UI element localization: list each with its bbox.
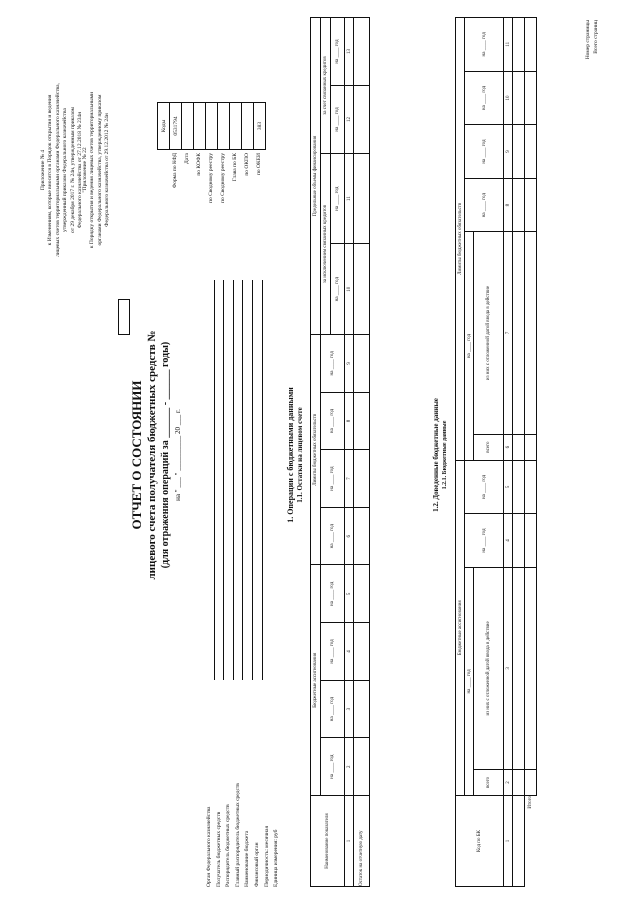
code-label: по ОКПО bbox=[244, 153, 250, 176]
data-cell[interactable] bbox=[513, 232, 525, 434]
kbk-cell[interactable] bbox=[513, 796, 525, 887]
balance-cell[interactable] bbox=[354, 623, 370, 681]
funding-excl-credits: за исключением связанных кредитов bbox=[321, 153, 331, 334]
data-cell[interactable] bbox=[513, 514, 525, 568]
year-cell: на ____ год bbox=[331, 244, 345, 335]
year-cell: на ____ год bbox=[321, 623, 345, 681]
year-cell: на ____ год bbox=[465, 232, 474, 460]
year-cell: на ____ год bbox=[321, 335, 345, 393]
total-cell[interactable] bbox=[525, 769, 537, 795]
requisite-label: Распорядитель бюджетных средств bbox=[225, 804, 232, 887]
appendix-line: к Изменениям, которые вносятся в Порядок открытия и ведения bbox=[47, 94, 54, 246]
col-number: 2 bbox=[504, 769, 513, 795]
col-number: 1 bbox=[345, 796, 354, 887]
total-col: всего bbox=[474, 434, 504, 460]
fill-line[interactable] bbox=[224, 280, 234, 680]
total-row-label: Итого bbox=[528, 796, 534, 809]
year-cell: на ____ год bbox=[465, 514, 504, 568]
report-date-line: на " ___ " __________ 20 ___ г. bbox=[174, 409, 182, 501]
year-cell: на ____ год bbox=[321, 680, 345, 738]
appendix-line: органами Федерального казначейства, утвержденному приказом bbox=[96, 94, 103, 246]
total-pages-label: Всего страниц bbox=[592, 20, 599, 54]
balance-cell[interactable] bbox=[354, 565, 370, 623]
codes-header: Коды bbox=[158, 103, 170, 150]
data-cell[interactable] bbox=[513, 434, 525, 460]
appendix-line: "Приложение № 22 bbox=[82, 147, 88, 193]
fill-line[interactable] bbox=[215, 280, 225, 680]
year-cell: на ____ год bbox=[321, 450, 345, 508]
appendix-line: утвержденный приказом Федерального казначейства bbox=[62, 108, 69, 232]
report-period: (для отражения операций за ______ - ______ годы) bbox=[160, 341, 171, 569]
total-col: всего bbox=[474, 769, 504, 795]
appendix-note-22 bbox=[82, 20, 112, 320]
year-cell: на ____ год bbox=[321, 392, 345, 450]
account-number-box[interactable] bbox=[118, 299, 130, 335]
balance-cell[interactable] bbox=[354, 680, 370, 738]
balances-table bbox=[310, 17, 370, 887]
data-cell[interactable] bbox=[513, 18, 525, 72]
balance-cell[interactable] bbox=[354, 86, 370, 154]
year-cell: на ____ год bbox=[465, 460, 504, 514]
col-number: 11 bbox=[345, 153, 354, 244]
total-cell[interactable] bbox=[525, 460, 537, 514]
data-cell[interactable] bbox=[513, 71, 525, 125]
code-label: по ОКЕИ bbox=[256, 153, 262, 176]
section-1-title: 1. Операции с бюджетными данными bbox=[286, 387, 295, 523]
year-cell: на ____ год bbox=[321, 738, 345, 796]
requisite-label: Периодичность: месячная bbox=[263, 825, 270, 887]
col-number: 8 bbox=[345, 392, 354, 450]
fill-line[interactable] bbox=[234, 280, 244, 680]
col-indicator-name: Наименование показателя bbox=[311, 796, 345, 887]
col-number: 10 bbox=[345, 244, 354, 335]
appendix-line: лицевых счетов территориальными органами Федерального казначейства, bbox=[54, 83, 61, 257]
year-cell: на ____ год bbox=[465, 71, 504, 125]
col-number: 13 bbox=[345, 18, 354, 86]
requisite-label: Финансовый орган bbox=[253, 842, 260, 887]
group-budget-allocations: Бюджетные ассигнования bbox=[311, 565, 321, 796]
col-number: 5 bbox=[345, 565, 354, 623]
code-cell[interactable]: 383 bbox=[254, 103, 266, 150]
requisite-label: Орган Федерального казначейства bbox=[206, 806, 212, 887]
code-label: по Сводному реестру bbox=[220, 153, 226, 203]
code-cell[interactable] bbox=[242, 103, 254, 150]
report-subtitle: лицевого счета получателя бюджетных средств № bbox=[146, 330, 158, 580]
group-budget-allocations: Бюджетные ассигнования bbox=[456, 460, 465, 795]
section-1-2-title: 1.2. Доведенные бюджетные данные bbox=[432, 398, 440, 512]
data-cell[interactable] bbox=[513, 178, 525, 232]
requisite-fill-lines bbox=[205, 280, 263, 680]
col-number: 6 bbox=[345, 507, 354, 565]
col-number: 3 bbox=[504, 567, 513, 769]
total-cell[interactable] bbox=[525, 71, 537, 125]
year-cell: на ____ год bbox=[465, 178, 504, 232]
col-number: 4 bbox=[504, 514, 513, 568]
code-label: по Сводному реестру bbox=[208, 153, 214, 203]
col-number: 7 bbox=[345, 450, 354, 508]
col-number: 1 bbox=[504, 796, 513, 887]
col-number: 2 bbox=[345, 738, 354, 796]
code-cell[interactable] bbox=[206, 103, 218, 150]
section-1-1-title: 1.1. Остатки на лицевом счете bbox=[296, 407, 304, 503]
col-number: 9 bbox=[345, 335, 354, 393]
balance-cell[interactable] bbox=[354, 153, 370, 244]
deferred-col: из них с отложенной датой ввода в действие bbox=[474, 232, 504, 434]
balance-cell[interactable] bbox=[354, 507, 370, 565]
total-cell[interactable] bbox=[525, 178, 537, 232]
appendix-line: от 29 декабря 2017 г. № 24н, утвержденным приказом bbox=[69, 107, 76, 233]
year-cell: на ____ год bbox=[331, 18, 345, 86]
col-number: 9 bbox=[504, 125, 513, 179]
col-number: 4 bbox=[345, 623, 354, 681]
fill-line[interactable] bbox=[243, 280, 253, 680]
appendix-note bbox=[40, 20, 85, 320]
total-cell[interactable] bbox=[525, 514, 537, 568]
funding-credits: за счет связанных кредитов bbox=[321, 18, 331, 154]
code-cell[interactable] bbox=[218, 103, 230, 150]
appendix-line: к Порядку открытия и ведения лицевых счетов территориальными bbox=[89, 91, 96, 249]
appendix-line: Федерального казначейства от 29.12.2012 № 24н bbox=[104, 113, 111, 227]
col-number: 10 bbox=[504, 71, 513, 125]
fill-line[interactable] bbox=[205, 280, 215, 680]
year-cell: на ____ год bbox=[465, 125, 504, 179]
appendix-line: Федерального казначейства от 27.12.2018 № 234н bbox=[77, 111, 84, 229]
appendix-line: Приложение № 4 bbox=[40, 149, 46, 191]
year-cell: на ____ год bbox=[465, 18, 504, 72]
code-label: по КОФК bbox=[196, 153, 202, 176]
data-cell[interactable] bbox=[513, 567, 525, 769]
balance-cell[interactable] bbox=[354, 392, 370, 450]
codes-table bbox=[157, 102, 266, 150]
requisite-labels bbox=[205, 687, 282, 887]
col-number: 7 bbox=[504, 232, 513, 434]
group-budget-limits: Лимиты бюджетных обязательств bbox=[456, 18, 465, 461]
page-number-label: Номер страницы bbox=[585, 20, 591, 60]
year-cell: на ____ год bbox=[331, 86, 345, 154]
group-budget-limits: Лимиты бюджетных обязательств bbox=[311, 335, 321, 566]
data-cell[interactable] bbox=[513, 769, 525, 795]
balance-cell[interactable] bbox=[354, 18, 370, 86]
codes-labels bbox=[169, 153, 265, 255]
balance-cell[interactable] bbox=[354, 450, 370, 508]
code-label: Форма по КФД bbox=[172, 153, 178, 189]
col-number: 3 bbox=[345, 680, 354, 738]
code-cell[interactable] bbox=[194, 103, 206, 150]
total-cell[interactable] bbox=[525, 232, 537, 434]
code-cell[interactable] bbox=[182, 103, 194, 150]
requisite-label: Получатель бюджетных средств bbox=[215, 811, 222, 887]
year-cell: на ____ год bbox=[321, 565, 345, 623]
code-cell[interactable]: 0531794 bbox=[170, 103, 182, 150]
data-cell[interactable] bbox=[513, 460, 525, 514]
requisite-label: Наименование бюджета bbox=[244, 830, 251, 887]
total-cell[interactable] bbox=[525, 125, 537, 179]
col-number: 11 bbox=[504, 18, 513, 72]
code-label: Глава по БК bbox=[232, 153, 238, 182]
code-label: Дата bbox=[184, 153, 190, 164]
col-number: 6 bbox=[504, 434, 513, 460]
balance-cell[interactable] bbox=[354, 244, 370, 335]
fill-line[interactable] bbox=[253, 280, 263, 680]
budget-data-table bbox=[455, 17, 537, 887]
balance-cell[interactable] bbox=[354, 335, 370, 393]
year-cell: на ____ год bbox=[465, 567, 474, 795]
code-cell[interactable] bbox=[230, 103, 242, 150]
col-number: 12 bbox=[345, 86, 354, 154]
requisite-label: Главный распорядитель бюджетных средств bbox=[234, 783, 241, 887]
total-cell[interactable] bbox=[525, 434, 537, 460]
col-kbk: Код по БК bbox=[456, 796, 504, 887]
col-number: 8 bbox=[504, 178, 513, 232]
col-number: 5 bbox=[504, 460, 513, 514]
report-title: ОТЧЕТ О СОСТОЯНИИ bbox=[129, 380, 144, 530]
year-cell: на ____ год bbox=[331, 153, 345, 244]
balance-cell[interactable] bbox=[354, 738, 370, 796]
year-cell: на ____ год bbox=[321, 507, 345, 565]
data-cell[interactable] bbox=[513, 125, 525, 179]
requisite-label: Единица измерения: руб bbox=[273, 829, 280, 887]
deferred-col: из них с отложенной датой ввода в действие bbox=[474, 567, 504, 769]
balance-row-label: Остаток на отчетную дату bbox=[354, 796, 370, 887]
total-cell[interactable] bbox=[525, 567, 537, 769]
page-footer bbox=[585, 20, 600, 59]
section-1-2-1-title: 1.2.1. Бюджетные данные bbox=[442, 420, 448, 490]
group-funding-limits: Предельные объемы финансирования bbox=[311, 18, 321, 335]
total-cell[interactable] bbox=[525, 18, 537, 72]
